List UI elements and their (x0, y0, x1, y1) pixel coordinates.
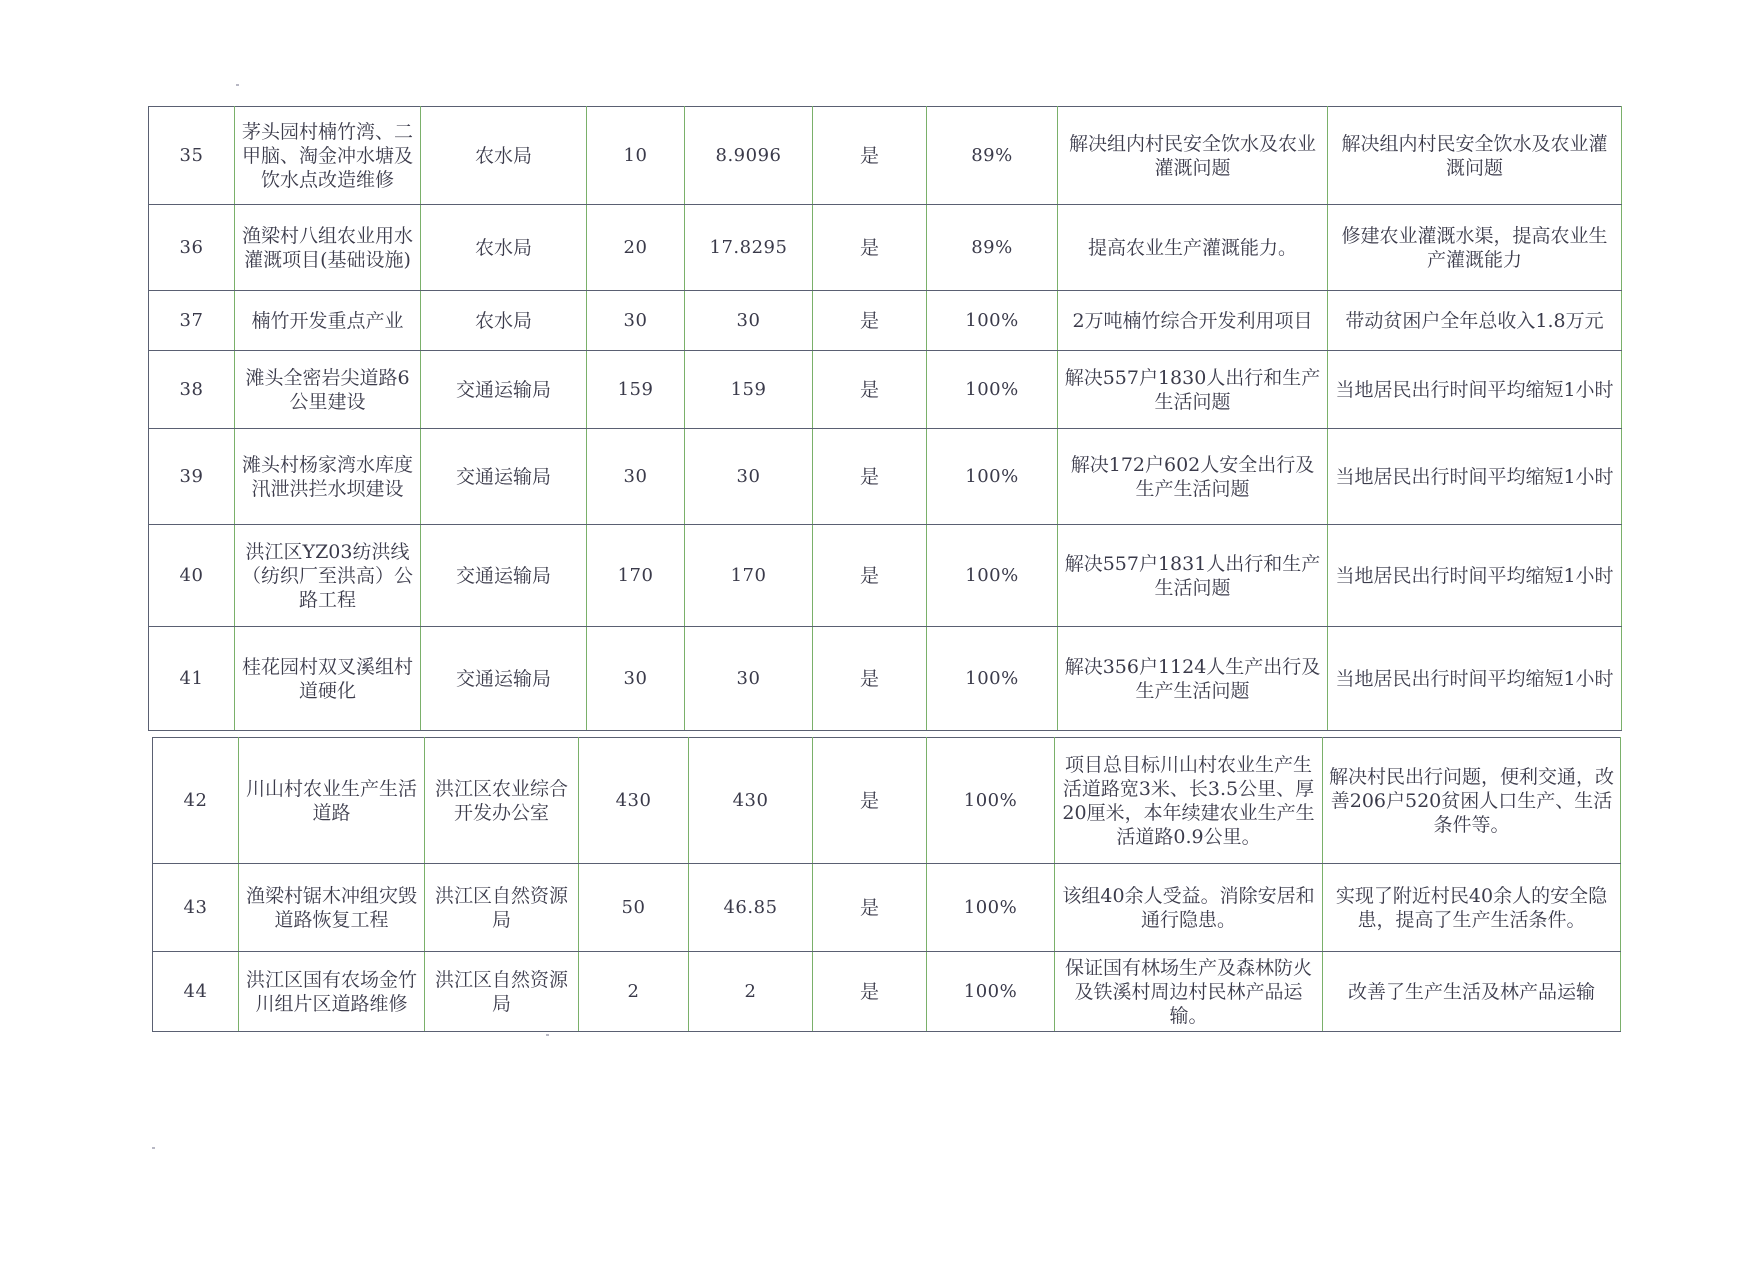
project-goal: 提高农业生产灌溉能力。 (1058, 205, 1328, 291)
completed-flag: 是 (813, 738, 927, 864)
table-row (149, 351, 1622, 429)
row-number: 35 (149, 107, 235, 205)
completed-flag: 是 (813, 952, 927, 1032)
completion-rate: 100% (927, 952, 1055, 1032)
completion-rate: 89% (927, 107, 1058, 205)
actual-amount: 30 (685, 627, 813, 731)
project-effect: 解决村民出行问题，便利交通，改善206户520贫困人口生产、生活条件等。 (1323, 738, 1621, 864)
project-effect: 改善了生产生活及林产品运输 (1323, 952, 1621, 1032)
project-effect: 修建农业灌溉水渠，提高农业生产灌溉能力 (1328, 205, 1622, 291)
actual-amount: 8.9096 (685, 107, 813, 205)
responsible-unit: 洪江区自然资源局 (425, 864, 579, 952)
projects-table-upper (148, 106, 1622, 731)
completed-flag: 是 (813, 429, 927, 525)
actual-amount: 170 (685, 525, 813, 627)
project-effect: 当地居民出行时间平均缩短1小时 (1328, 351, 1622, 429)
project-name: 茅头园村楠竹湾、二甲脑、淘金冲水塘及饮水点改造维修 (235, 107, 421, 205)
completion-rate: 100% (927, 525, 1058, 627)
scan-speck (236, 84, 239, 86)
project-name: 川山村农业生产生活道路 (239, 738, 425, 864)
responsible-unit: 洪江区农业综合开发办公室 (425, 738, 579, 864)
actual-amount: 2 (689, 952, 813, 1032)
actual-amount: 46.85 (689, 864, 813, 952)
table-row (153, 864, 1621, 952)
project-goal: 项目总目标川山村农业生产生活道路宽3米、长3.5公里、厚20厘米，本年续建农业生产生活道路0.9公里。 (1055, 738, 1323, 864)
completed-flag: 是 (813, 205, 927, 291)
planned-amount: 430 (579, 738, 689, 864)
table-row (153, 952, 1621, 1032)
completion-rate: 100% (927, 864, 1055, 952)
row-number: 36 (149, 205, 235, 291)
completion-rate: 100% (927, 291, 1058, 351)
completed-flag: 是 (813, 864, 927, 952)
row-number: 39 (149, 429, 235, 525)
planned-amount: 30 (587, 291, 685, 351)
completed-flag: 是 (813, 107, 927, 205)
project-effect: 当地居民出行时间平均缩短1小时 (1328, 627, 1622, 731)
project-goal: 解决557户1830人出行和生产生活问题 (1058, 351, 1328, 429)
completed-flag: 是 (813, 525, 927, 627)
actual-amount: 17.8295 (685, 205, 813, 291)
project-goal: 解决557户1831人出行和生产生活问题 (1058, 525, 1328, 627)
responsible-unit: 交通运输局 (421, 351, 587, 429)
completion-rate: 100% (927, 429, 1058, 525)
planned-amount: 30 (587, 429, 685, 525)
planned-amount: 50 (579, 864, 689, 952)
project-goal: 解决组内村民安全饮水及农业灌溉问题 (1058, 107, 1328, 205)
completion-rate: 100% (927, 351, 1058, 429)
table-row (149, 291, 1622, 351)
responsible-unit: 洪江区自然资源局 (425, 952, 579, 1032)
project-name: 渔梁村锯木冲组灾毁道路恢复工程 (239, 864, 425, 952)
project-name: 滩头全密岩尖道路6公里建设 (235, 351, 421, 429)
responsible-unit: 交通运输局 (421, 429, 587, 525)
planned-amount: 170 (587, 525, 685, 627)
project-effect: 实现了附近村民40余人的安全隐患，提高了生产生活条件。 (1323, 864, 1621, 952)
responsible-unit: 交通运输局 (421, 525, 587, 627)
responsible-unit: 农水局 (421, 107, 587, 205)
planned-amount: 20 (587, 205, 685, 291)
planned-amount: 30 (587, 627, 685, 731)
row-number: 42 (153, 738, 239, 864)
project-effect: 当地居民出行时间平均缩短1小时 (1328, 429, 1622, 525)
row-number: 40 (149, 525, 235, 627)
project-goal: 解决356户1124人生产出行及生产生活问题 (1058, 627, 1328, 731)
responsible-unit: 农水局 (421, 205, 587, 291)
project-name: 楠竹开发重点产业 (235, 291, 421, 351)
project-effect: 带动贫困户全年总收入1.8万元 (1328, 291, 1622, 351)
project-effect: 解决组内村民安全饮水及农业灌溉问题 (1328, 107, 1622, 205)
projects-table-lower (152, 737, 1621, 1032)
table-row (149, 627, 1622, 731)
row-number: 38 (149, 351, 235, 429)
completed-flag: 是 (813, 291, 927, 351)
responsible-unit: 农水局 (421, 291, 587, 351)
completion-rate: 100% (927, 738, 1055, 864)
project-name: 洪江区YZ03纺洪线（纺织厂至洪高）公路工程 (235, 525, 421, 627)
scan-speck (152, 1147, 155, 1149)
table-row (149, 107, 1622, 205)
row-number: 41 (149, 627, 235, 731)
row-number: 37 (149, 291, 235, 351)
table-row (149, 205, 1622, 291)
completion-rate: 89% (927, 205, 1058, 291)
actual-amount: 159 (685, 351, 813, 429)
completed-flag: 是 (813, 627, 927, 731)
scan-speck (546, 1034, 549, 1036)
row-number: 43 (153, 864, 239, 952)
row-number: 44 (153, 952, 239, 1032)
responsible-unit: 交通运输局 (421, 627, 587, 731)
project-name: 渔梁村八组农业用水灌溉项目(基础设施) (235, 205, 421, 291)
table-row (149, 525, 1622, 627)
actual-amount: 430 (689, 738, 813, 864)
project-name: 洪江区国有农场金竹川组片区道路维修 (239, 952, 425, 1032)
planned-amount: 2 (579, 952, 689, 1032)
planned-amount: 159 (587, 351, 685, 429)
project-name: 桂花园村双叉溪组村道硬化 (235, 627, 421, 731)
project-name: 滩头村杨家湾水库度汛泄洪拦水坝建设 (235, 429, 421, 525)
planned-amount: 10 (587, 107, 685, 205)
project-effect: 当地居民出行时间平均缩短1小时 (1328, 525, 1622, 627)
actual-amount: 30 (685, 291, 813, 351)
table-row (153, 738, 1621, 864)
project-goal: 2万吨楠竹综合开发利用项目 (1058, 291, 1328, 351)
project-goal: 该组40余人受益。消除安居和通行隐患。 (1055, 864, 1323, 952)
completed-flag: 是 (813, 351, 927, 429)
table-row (149, 429, 1622, 525)
project-goal: 保证国有林场生产及森林防火及铁溪村周边村民林产品运输。 (1055, 952, 1323, 1032)
completion-rate: 100% (927, 627, 1058, 731)
actual-amount: 30 (685, 429, 813, 525)
project-goal: 解决172户602人安全出行及生产生活问题 (1058, 429, 1328, 525)
